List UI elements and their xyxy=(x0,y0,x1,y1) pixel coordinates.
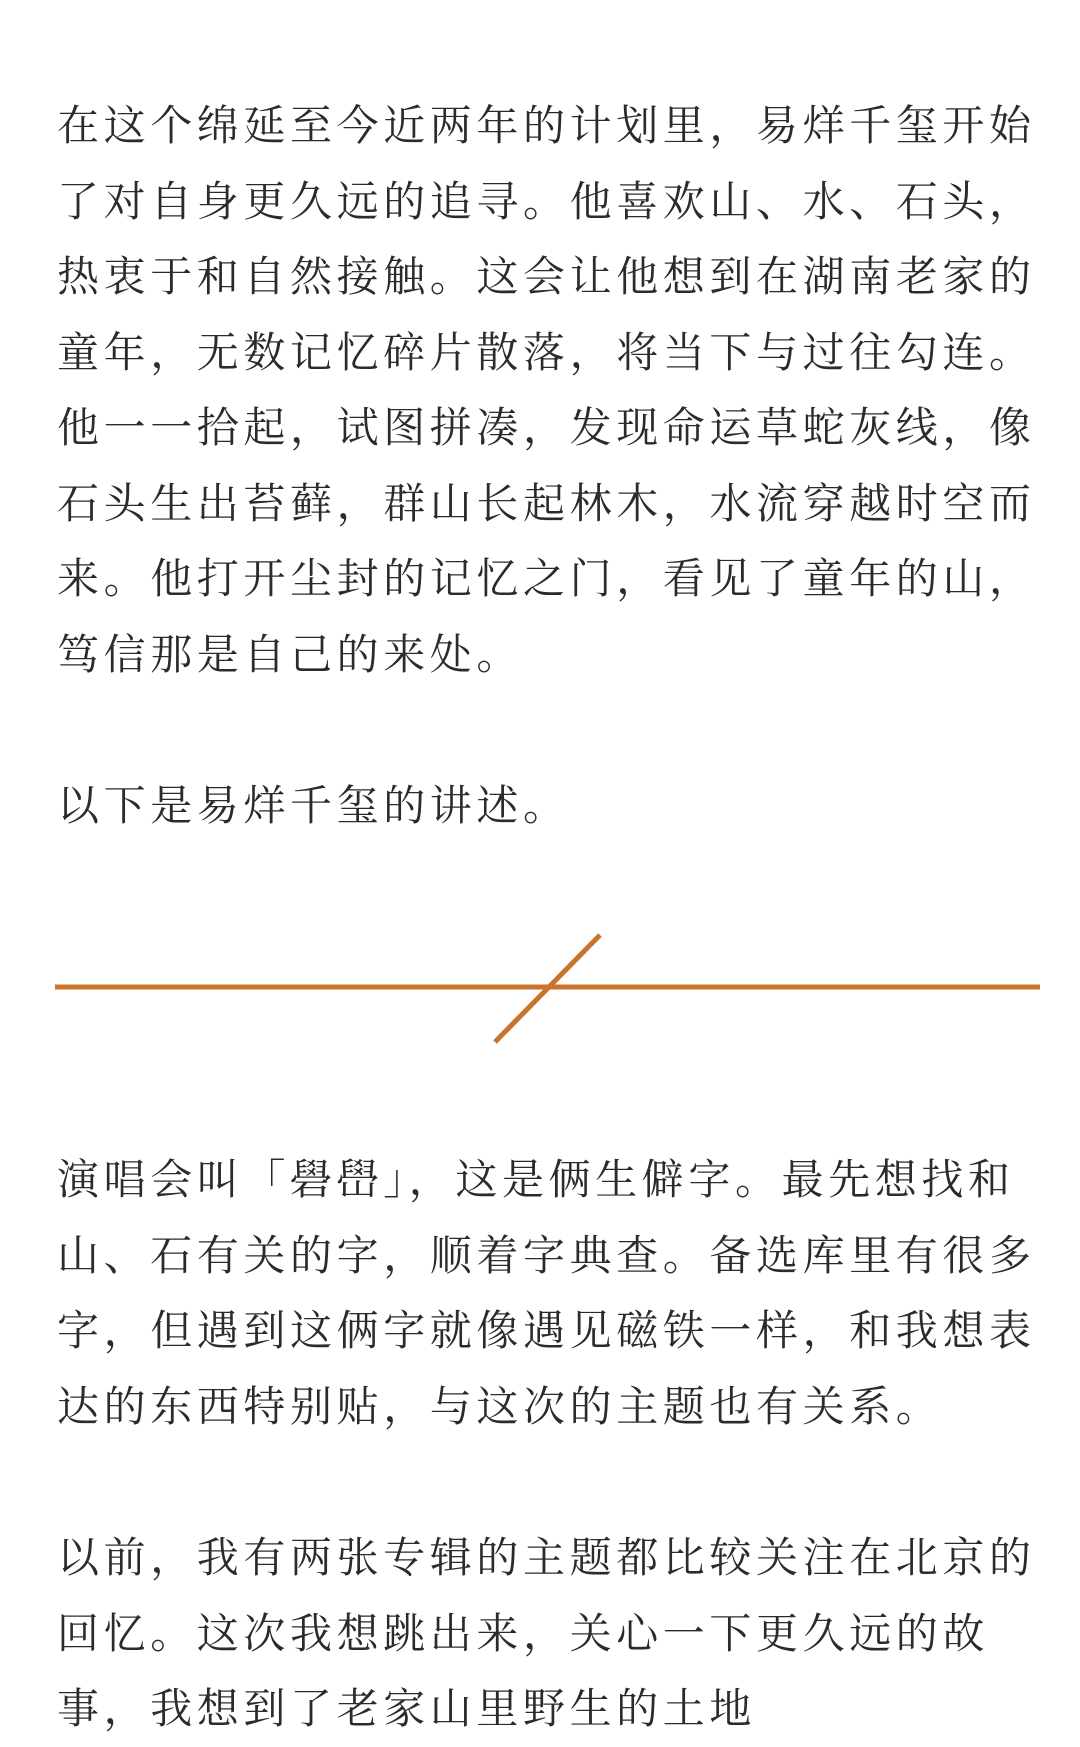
paragraph-concert-name: 演唱会叫「礐嶨」，这是俩生僻字。最先想找和 山、石有关的字，顺着字典查。备选库里有很多 字，但遇到这俩字就像遇见磁铁一样，和我想表 达的东西特别贴，与这次的主题也有关系。 xyxy=(57,1155,1036,1431)
paragraph-narration-lead: 以下是易烊千玺的讲述。 xyxy=(57,781,570,830)
paragraph-intro: 在这个绵延至今近两年的计划里，易烊千玺开始 了对自身更久远的追寻。他喜欢山、水、石头， 热衷于和自然接触。这会让他想到在湖南老家的 童年，无数记忆碎片散落，将当下与过往勾连。 他一一拾起，试图拼凑，发现命运草蛇灰线，像 石头生出苔藓，群山长起林木，水流穿越时空而 来。他打开尘封的记忆之门，看见了童年的山， 笃信那是自己的来处。 xyxy=(57,101,1036,679)
section-divider xyxy=(55,930,1040,1045)
paragraph-previous-albums: 以前，我有两张专辑的主题都比较关注在北京的 回忆。这次我想跳出来，关心一下更久远的故 事，我想到了老家山里野生的土地 xyxy=(57,1533,1036,1733)
